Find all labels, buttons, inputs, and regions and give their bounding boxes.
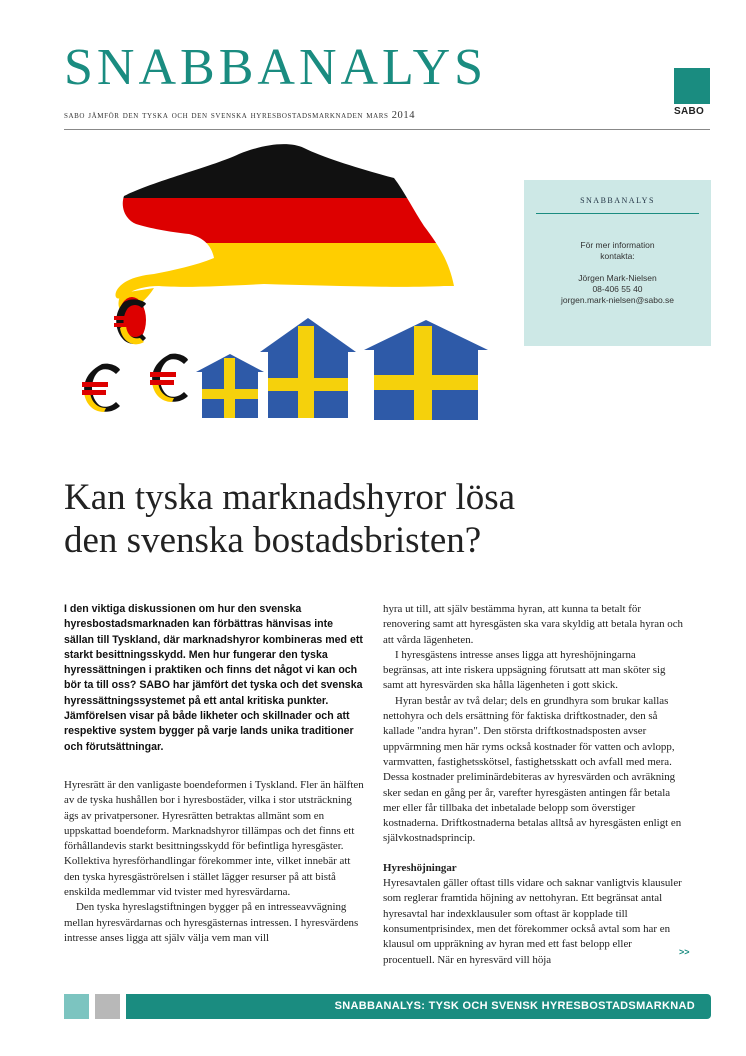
contact-email[interactable]: jorgen.mark-nielsen@sabo.se [560,295,675,305]
body-paragraph: Hyresrätt är den vanligaste boendeformen i Tyskland. Fler än hälften av de tyska hushållen bor i hyresbostäder, vilka i stor utsträckning ägs av privatpersoner. Hyresrätten betraktas allmänt som en uppskattad boendeform. Marknadshyror tillämpas och det finns ett förhållandevis starkt besittningsskydd för befintliga hyresgäster. Kollektiva hyresförhandlingar förekommer inte, vilket innebär att den tyska hyresgäströrelsen i stället lägger resurser på att bistå enskilda medlemmar vid tvister med hyresvärdarna. [64,778,364,899]
right-column [383,602,683,968]
contact-info [524,240,711,306]
sabo-logo [674,68,710,117]
headline-line1: Kan tyska marknadshyror lösa [64,477,516,518]
left-column [64,602,364,946]
contact-sidebar [524,180,711,346]
logo-square-icon [674,68,710,104]
body-paragraph: I hyresgästens intresse anses ligga att hyreshöjningarna begränsas, att inte riskera uppsägning förutsatt att man sköter sig samt att hyresvärden ska hålla lägenheten i gott skick. [383,648,666,692]
swedish-flag-house-icon [364,320,488,420]
body-paragraph: Hyresavtalen gäller oftast tills vidare och saknar vanligtvis klausuler som reglerar framtida höjning av nettohyran. Ett begränsat antal hyresavtal har indexklausuler som oftast är kopplade till konsumentprisindex, men det förekommer också avtal som har en klausul om uppräkning av hyran med ett fast belopp eller procentuell. När en hyresvärd vill höja [383,877,682,966]
body-paragraph: Den tyska hyreslagstiftningen bygger på en intresseavvägning mellan hyresvärdarnas och hyresgästernas intressen. I hyresvärdens intresse anses ligga att själv välja vem man vill [64,901,359,944]
footer-bar [126,994,711,1019]
swedish-flag-house-icon [196,354,264,418]
headline-line2: den svenska bostadsbristen? [64,520,482,561]
contact-name: Jörgen Mark-Nielsen [578,273,657,283]
body-paragraph: Hyran består av två delar; dels en grundhyra som brukar kallas nettohyra och dels ersättning för faktiska driftkostnader, den så kallade "andra hyran". Den största driftkostnadsposten avser uppvärmning men här ryms också kostnader för vatten och avlopp, varmvatten, fastighetsskötsel, fastighetsskatt och avfall med mera. Dessa kostnader preliminärdebiteras av hyresvärden och avräkning sker sedan en gång per år, varefter hyresgästen antingen får betala mer eller får tillbaka det inbetalade belopp som överstiger kostnaderna. Driftkostnaderna betalas alltså av hyresgästen enligt en självkostnadsprincip. [383,694,682,845]
swedish-flag-house-icon [260,318,356,418]
euro-coin-icon [82,364,120,412]
lead-paragraph: I den viktiga diskussionen om hur den svenska hyresbostadsmarknaden kan förbättras hänvisas inte sällan till Tyskland, där marknadshyror kombineras med ett starkt besittningsskydd. Men hur fungerar den tyska hyressättningen i praktiken och finns det något vi kan och bör ta till oss? SABO har jämfört det tyska och det svenska hyressättningssystemet på ett antal kritiska punkter. Jämförelsen visar på både likheter och skillnader och att respektive system bygger på varje lands unika traditioner och förutsättningar. [64,603,363,753]
euro-coin-icon [150,354,188,402]
sidebar-title: snabbanalys [580,194,655,206]
left-body [64,778,364,946]
logo-text: SABO [674,106,705,117]
right-body [383,602,683,968]
masthead-rule [64,129,710,130]
sidebar-divider [536,213,699,214]
masthead-subtitle: sabo jämför den tyska och den svenska hyresbostadsmarknaden mars 2014 [64,110,416,121]
section-subhead: Hyreshöjningar [383,861,457,874]
hero-illustration [64,136,524,426]
masthead-title: SNABBANALYS [64,39,488,96]
footer-teal-square [64,994,89,1019]
german-flag-hand-icon [64,136,524,303]
footer-title: SNABBANALYS: TYSK OCH SVENSK HYRESBOSTADSMARKNAD [334,1000,695,1012]
footer-gray-square [95,994,120,1019]
contact-phone: 08-406 55 40 [592,284,643,294]
contact-line1: För mer information [580,240,655,250]
continue-arrow-icon: >> [679,947,690,957]
article-headline [64,476,684,562]
body-paragraph: hyra ut till, att själv bestämma hyran, att kunna ta betalt för renovering samt att hyresgästen ska vara skyldig att betala hyran och att vårda lägenheten. [383,603,683,646]
contact-line2: kontakta: [600,251,635,261]
